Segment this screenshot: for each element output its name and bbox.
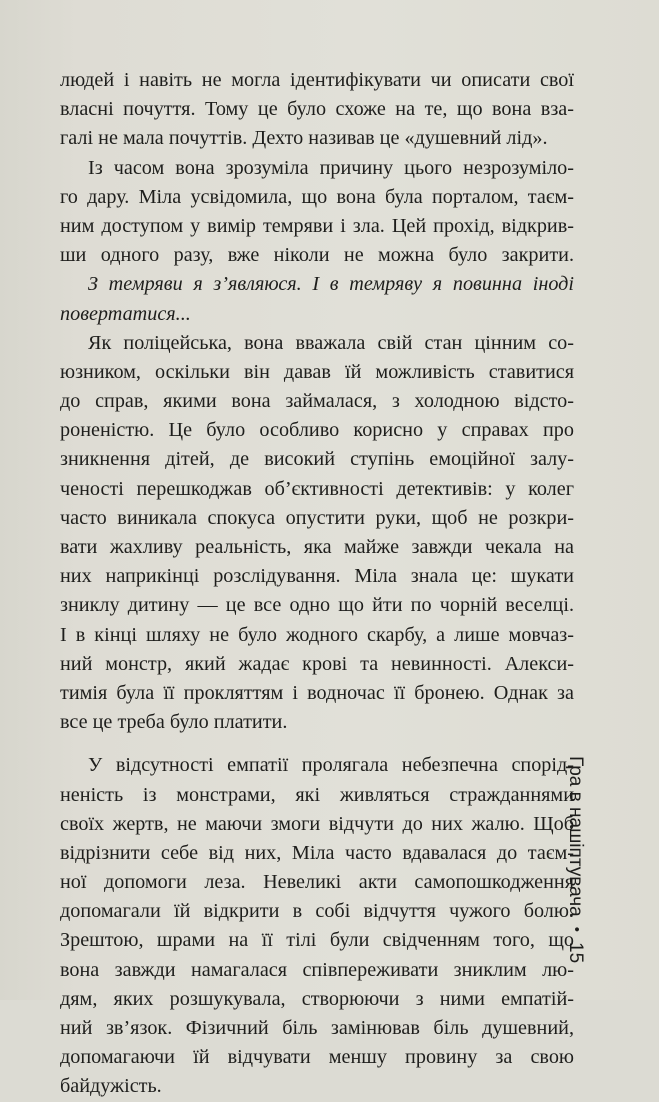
- text-line: зникнення дітей, де високий ступінь емоційної залу-: [60, 448, 574, 471]
- text-line: тимія була її прокляттям і водночас її бронею. Однак за: [60, 681, 574, 704]
- text-line: З темряви я з’являюся. І в темряву я повинна іноді: [88, 273, 574, 296]
- text-line: Зрештою, шрами на її тілі були свідченням того, що: [60, 929, 574, 952]
- text-line: зниклу дитину — це все одно що йти по чорній веселці.: [60, 594, 574, 617]
- paragraph-gap: [60, 737, 574, 751]
- text-line: часто виникала спокуса опустити руки, щоб не розкри-: [60, 506, 574, 529]
- text-line: галі не мала почуттів. Дехто називав це «душевний лід».: [60, 127, 548, 150]
- text-line: допомагаючи їй відчувати меншу провину за свою: [60, 1046, 574, 1069]
- body-text: [60, 66, 574, 1102]
- text-line: все це треба було платити.: [60, 711, 288, 734]
- text-line: до справ, якими вона займалася, з холодною відсто-: [60, 390, 574, 413]
- text-line: своїх жертв, не маючи змоги відчути до них жалю. Щоб: [60, 812, 574, 835]
- paragraph-1: [60, 66, 574, 154]
- book-title: Гра в нашіптувача: [565, 756, 586, 917]
- paragraph-4: [60, 329, 574, 738]
- text-line: ної допомоги леза. Невеликі акти самопошкодження: [60, 871, 574, 894]
- paragraph-2: [60, 154, 574, 271]
- running-head: [564, 756, 588, 996]
- text-line: ний монстр, який жадає крові та невинності. Алекси-: [60, 652, 574, 675]
- text-line: ши одного разу, вже ніколи не можна було закрити.: [60, 244, 574, 267]
- text-line: повертатися...: [60, 302, 191, 325]
- text-line: них наприкінці розслідування. Міла знала це: шукати: [60, 565, 574, 588]
- separator-dot: •: [568, 926, 585, 932]
- text-line: У відсутності емпатії пролягала небезпечна спорід-: [88, 754, 574, 777]
- text-line: ний зв’язок. Фізичний біль замінював біль душевний,: [60, 1017, 574, 1039]
- text-line: неність із монстрами, які живляться стражданнями: [60, 783, 574, 806]
- text-line: го дару. Міла усвідомила, що вона була порталом, таєм-: [60, 185, 574, 208]
- text-line: допомагали їй відкрити в собі відчуття чужого болю.: [60, 900, 574, 923]
- text-line: ним доступом у вимір темряви і зла. Цей прохід, відкрив-: [60, 214, 574, 237]
- text-line: Як поліцейська, вона вважала свій стан цінним со-: [88, 331, 574, 354]
- text-line: ченості перешкоджав об’єктивності детективів: у колег: [60, 477, 574, 500]
- text-line: Із часом вона зрозуміла причину цього незрозуміло-: [88, 156, 574, 179]
- text-line: юзником, оскільки він давав їй можливість ставитися: [60, 360, 574, 383]
- paragraph-3-italic: [60, 270, 574, 328]
- text-line: вати жахливу реальність, яка майже завжди чекала на: [60, 536, 574, 558]
- page-number: 15: [565, 942, 586, 964]
- text-line: І в кінці шляху не було жодного скарбу, а лише мовчаз-: [60, 623, 574, 646]
- text-line: дям, яких розшукувала, створюючи з ними емпатій-: [60, 987, 574, 1010]
- text-line: вона завжди намагалася співпереживати зниклим лю-: [60, 958, 574, 981]
- text-line: відрізнити себе від них, Міла часто вдавалася до таєм-: [60, 841, 574, 864]
- paragraph-5: [60, 751, 574, 1101]
- text-line: людей і навіть не могла ідентифікувати чи описати свої: [60, 69, 574, 91]
- text-line: байдужість.: [60, 1075, 162, 1098]
- text-line: роненістю. Це було особливо корисно у справах про: [60, 419, 574, 442]
- text-line: власні почуття. Тому це було схоже на те, що вона вза-: [60, 98, 574, 121]
